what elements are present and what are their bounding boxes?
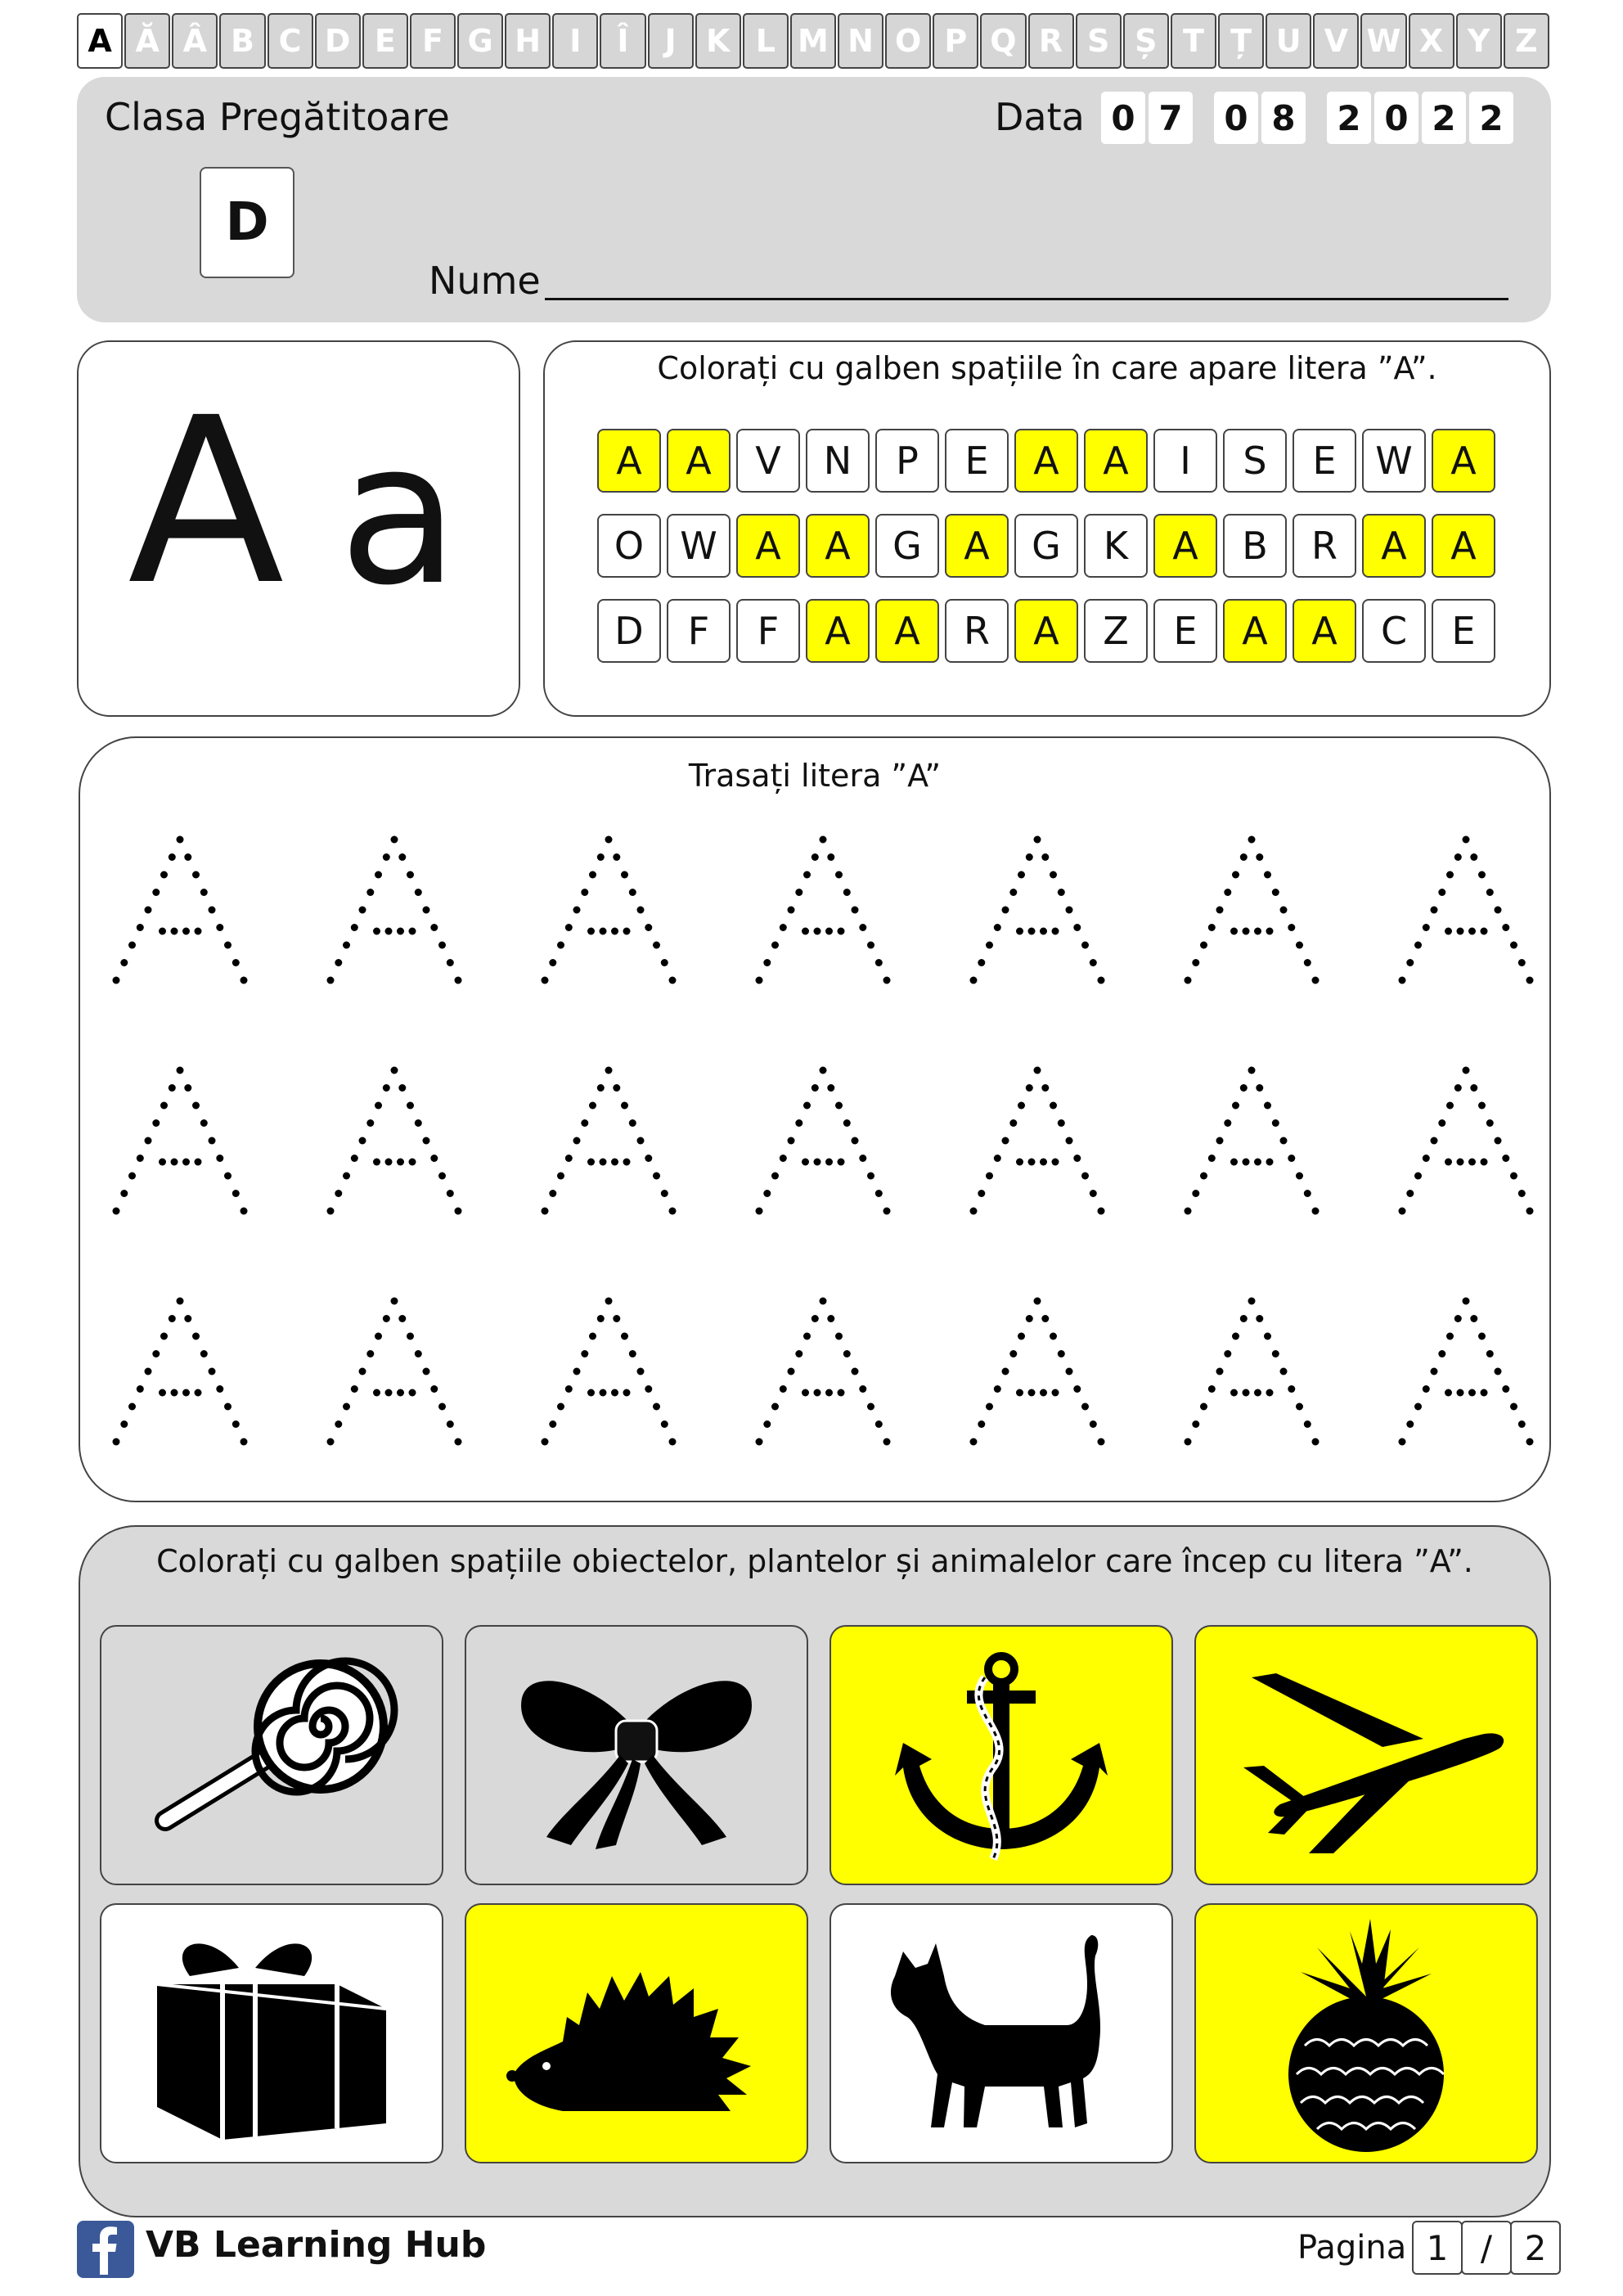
letter-cell[interactable]: E bbox=[1293, 429, 1356, 493]
lollipop-icon bbox=[133, 1649, 411, 1862]
letter-cell[interactable]: A bbox=[1432, 514, 1495, 578]
letter-card bbox=[77, 340, 520, 717]
name-field[interactable] bbox=[545, 270, 1508, 300]
trace-letter[interactable] bbox=[756, 1067, 891, 1215]
color-letters-panel bbox=[543, 340, 1551, 717]
trace-letter[interactable] bbox=[756, 836, 891, 984]
alphabet-letter: Â bbox=[172, 13, 218, 69]
letter-cell[interactable]: W bbox=[1362, 429, 1426, 493]
letter-cell[interactable]: Z bbox=[1084, 599, 1148, 663]
alphabet-letter: P bbox=[933, 13, 978, 69]
letter-cell[interactable]: E bbox=[1432, 599, 1495, 663]
alphabet-letter: I bbox=[552, 13, 598, 69]
date-year-digit-4[interactable]: 2 bbox=[1469, 92, 1513, 144]
trace-letter[interactable] bbox=[542, 1067, 677, 1215]
letter-cell[interactable]: A bbox=[806, 514, 870, 578]
trace-letter[interactable] bbox=[1185, 1298, 1320, 1446]
letter-cell[interactable]: S bbox=[1223, 429, 1287, 493]
alphabet-letter: G bbox=[457, 13, 503, 69]
alphabet-letter: Î bbox=[600, 13, 645, 69]
trace-letter[interactable] bbox=[756, 1298, 891, 1446]
trace-letter[interactable] bbox=[327, 1067, 462, 1215]
letter-cell[interactable]: O bbox=[597, 514, 661, 578]
tile-lollipop[interactable] bbox=[100, 1625, 443, 1885]
trace-instruction: Trasați litera ”A” bbox=[688, 758, 942, 794]
alphabet-letter: M bbox=[790, 13, 836, 69]
trace-area[interactable] bbox=[80, 738, 1553, 1504]
letter-cell[interactable]: K bbox=[1084, 514, 1148, 578]
anchor-icon bbox=[862, 1645, 1140, 1866]
letter-cell[interactable]: G bbox=[1014, 514, 1078, 578]
alphabet-letter: N bbox=[838, 13, 883, 69]
trace-letter[interactable] bbox=[970, 1298, 1105, 1446]
letter-lower: a bbox=[339, 399, 460, 628]
letter-cell[interactable]: F bbox=[667, 599, 731, 663]
letter-cell[interactable]: A bbox=[1293, 599, 1356, 663]
trace-letter[interactable] bbox=[113, 1067, 248, 1215]
trace-letter[interactable] bbox=[327, 1298, 462, 1446]
pictures-instruction: Colorați cu galben spațiile obiectelor, plantelor și animalelor care încep cu litera ”A”. bbox=[156, 1543, 1473, 1579]
alphabet-letter: C bbox=[268, 13, 313, 69]
letter-cell[interactable]: N bbox=[806, 429, 870, 493]
letter-cell[interactable]: A bbox=[945, 514, 1009, 578]
letter-cell[interactable]: A bbox=[736, 514, 800, 578]
tile-anchor[interactable] bbox=[829, 1625, 1173, 1885]
tile-bow[interactable] bbox=[465, 1625, 808, 1885]
letter-cell[interactable]: E bbox=[1153, 599, 1217, 663]
alphabet-letter: Z bbox=[1504, 13, 1549, 69]
alphabet-letter: Ț bbox=[1218, 13, 1264, 69]
letter-cell[interactable]: R bbox=[1293, 514, 1356, 578]
alphabet-letter: L bbox=[743, 13, 789, 69]
letter-cell[interactable]: C bbox=[1362, 599, 1426, 663]
facebook-icon[interactable] bbox=[77, 2221, 134, 2278]
alphabet-letter: O bbox=[885, 13, 931, 69]
letter-cell[interactable]: A bbox=[1084, 429, 1148, 493]
tile-cat[interactable] bbox=[829, 1903, 1173, 2163]
trace-letter[interactable] bbox=[542, 836, 677, 984]
alphabet-letter: Ă bbox=[124, 13, 170, 69]
letter-cell[interactable]: B bbox=[1223, 514, 1287, 578]
letter-cell[interactable]: A bbox=[1153, 514, 1217, 578]
pineapple-icon bbox=[1227, 1915, 1505, 2152]
letter-cell[interactable]: I bbox=[1153, 429, 1217, 493]
tile-hedgehog[interactable] bbox=[465, 1903, 808, 2163]
alphabet-letter: D bbox=[315, 13, 361, 69]
letter-cell[interactable]: A bbox=[1223, 599, 1287, 663]
alphabet-letter: X bbox=[1409, 13, 1454, 69]
alphabet-letter: H bbox=[505, 13, 551, 69]
alphabet-letter: F bbox=[410, 13, 456, 69]
alphabet-letter: U bbox=[1266, 13, 1311, 69]
date-day-digit-1[interactable]: 0 bbox=[1101, 92, 1145, 144]
trace-letter[interactable] bbox=[1399, 1298, 1534, 1446]
date-month-digit-2[interactable]: 8 bbox=[1261, 92, 1306, 144]
trace-letter[interactable] bbox=[113, 836, 248, 984]
letter-cell[interactable]: A bbox=[1362, 514, 1426, 578]
alphabet-letter: Y bbox=[1456, 13, 1502, 69]
bow-icon bbox=[497, 1649, 776, 1862]
letter-cell[interactable]: A bbox=[1014, 429, 1078, 493]
letter-cell[interactable]: A bbox=[597, 429, 661, 493]
letter-cell[interactable]: P bbox=[875, 429, 939, 493]
page-label: Pagina bbox=[1297, 2229, 1407, 2267]
letter-cell[interactable]: R bbox=[945, 599, 1009, 663]
trace-letter[interactable] bbox=[1185, 1067, 1320, 1215]
color-letters-instruction: Colorați cu galben spațiile în care apare litera ”A”. bbox=[657, 350, 1437, 386]
header-panel bbox=[77, 77, 1551, 322]
letter-cell[interactable]: G bbox=[875, 514, 939, 578]
alphabet-letter: E bbox=[362, 13, 408, 69]
trace-letter[interactable] bbox=[970, 1067, 1105, 1215]
date-year-digit-2[interactable]: 0 bbox=[1374, 92, 1418, 144]
brand-name: VB Learning Hub bbox=[146, 2224, 487, 2266]
hedgehog-icon bbox=[489, 1927, 784, 2140]
letter-cell[interactable]: A bbox=[1014, 599, 1078, 663]
name-label: Nume bbox=[429, 259, 541, 303]
trace-letter[interactable] bbox=[542, 1298, 677, 1446]
letter-cell[interactable]: A bbox=[806, 599, 870, 663]
trace-letter[interactable] bbox=[1185, 836, 1320, 984]
letter-cell[interactable]: A bbox=[875, 599, 939, 663]
alphabet-letter: Q bbox=[980, 13, 1026, 69]
alphabet-letter: V bbox=[1313, 13, 1359, 69]
tile-gift[interactable] bbox=[100, 1903, 443, 2163]
letter-cell[interactable]: A bbox=[1432, 429, 1495, 493]
date-day-digit-2[interactable]: 7 bbox=[1149, 92, 1193, 144]
airplane-icon bbox=[1219, 1645, 1513, 1866]
alphabet-letter: B bbox=[219, 13, 265, 69]
alphabet-letter: R bbox=[1028, 13, 1074, 69]
letter-cell[interactable]: F bbox=[736, 599, 800, 663]
trace-letter[interactable] bbox=[970, 836, 1105, 984]
date-year-digit-1[interactable]: 2 bbox=[1327, 92, 1371, 144]
date-label: Data bbox=[995, 95, 1085, 139]
alphabet-strip bbox=[77, 13, 1549, 65]
cat-icon bbox=[862, 1919, 1140, 2148]
page-separator: / bbox=[1461, 2221, 1512, 2275]
date-year-digit-3[interactable]: 2 bbox=[1422, 92, 1466, 144]
trace-letter[interactable] bbox=[113, 1298, 248, 1446]
alphabet-letter: J bbox=[648, 13, 694, 69]
alphabet-letter: Ș bbox=[1123, 13, 1169, 69]
page-total: 2 bbox=[1510, 2221, 1561, 2275]
letter-cell[interactable]: W bbox=[667, 514, 731, 578]
alphabet-letter: W bbox=[1360, 13, 1406, 69]
group-letter-box: D bbox=[200, 167, 294, 278]
letter-cell[interactable]: D bbox=[597, 599, 661, 663]
letter-cell[interactable]: V bbox=[736, 429, 800, 493]
alphabet-letter: A bbox=[77, 13, 123, 69]
letter-cell[interactable]: E bbox=[945, 429, 1009, 493]
trace-letter[interactable] bbox=[327, 836, 462, 984]
tile-airplane[interactable] bbox=[1194, 1625, 1538, 1885]
gift-box-icon bbox=[133, 1919, 411, 2148]
trace-letter[interactable] bbox=[1399, 1067, 1534, 1215]
trace-panel bbox=[79, 736, 1551, 1502]
letter-cell[interactable]: A bbox=[667, 429, 731, 493]
page-current: 1 bbox=[1412, 2221, 1463, 2275]
alphabet-letter: T bbox=[1171, 13, 1216, 69]
trace-letter[interactable] bbox=[1399, 836, 1534, 984]
alphabet-letter: S bbox=[1076, 13, 1122, 69]
tile-pineapple[interactable] bbox=[1194, 1903, 1538, 2163]
pictures-panel bbox=[79, 1525, 1551, 2217]
letter-upper: A bbox=[128, 369, 285, 636]
date-month-digit-1[interactable]: 0 bbox=[1214, 92, 1258, 144]
alphabet-letter: K bbox=[695, 13, 741, 69]
class-label: Clasa Pregătitoare bbox=[105, 95, 450, 139]
